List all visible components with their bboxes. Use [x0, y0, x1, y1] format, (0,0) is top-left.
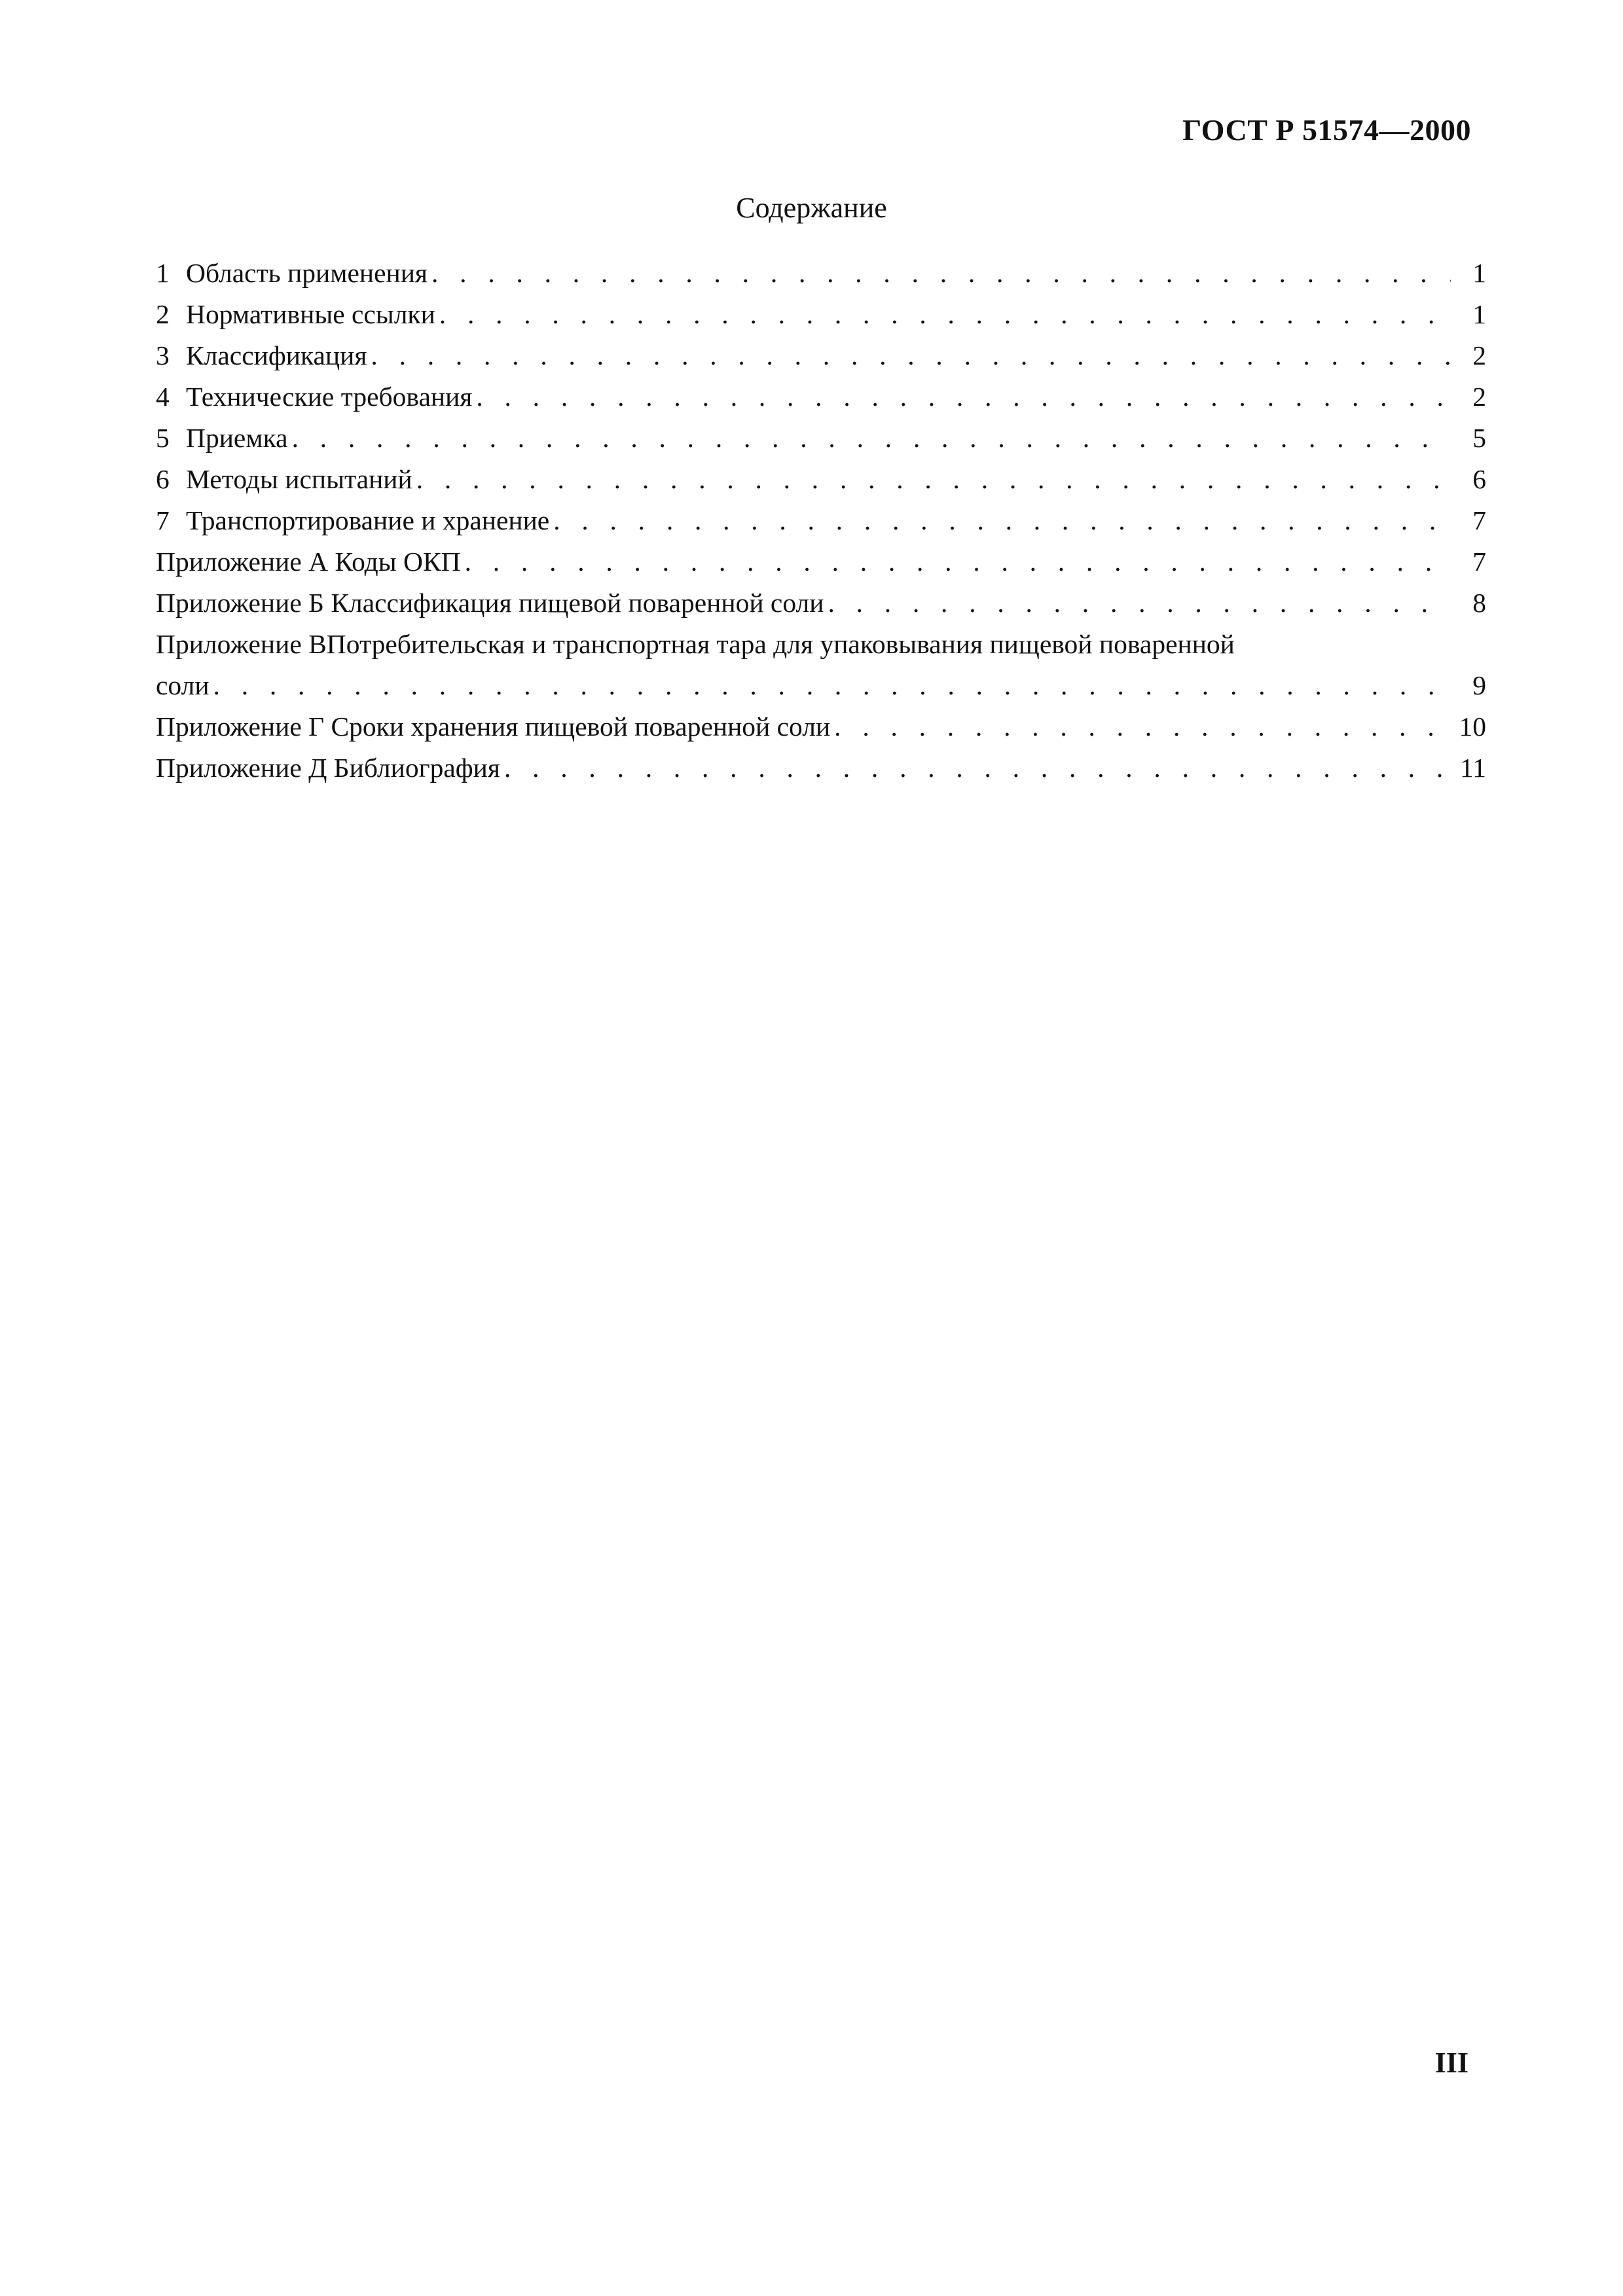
toc-leader-dots: [416, 459, 1451, 500]
toc-entry-1[interactable]: [156, 253, 1486, 294]
toc-entry-appendix-v-continued[interactable]: [156, 665, 1486, 706]
toc-leader-dots: [828, 583, 1451, 624]
toc-entry-page: 10: [1459, 711, 1486, 742]
toc-title: Содержание: [736, 192, 887, 224]
toc-entry-appendix-g[interactable]: [156, 706, 1486, 747]
toc-entry-appendix-b[interactable]: [156, 583, 1486, 624]
toc-entry-label: Приложение ВПотребительская и транспортная тара для упаковывания пищевой поваренной: [156, 629, 1235, 659]
toc-entry-page: 7: [1472, 505, 1486, 535]
toc-entry-label: Приложение Г Сроки хранения пищевой поваренной соли: [156, 711, 831, 742]
table-of-contents: [156, 253, 1486, 789]
toc-leader-dots: [292, 418, 1451, 459]
toc-entry-label: Область применения: [186, 258, 428, 288]
toc-entry-label: Приложение Д Библиография: [156, 753, 500, 783]
toc-entry-page: 8: [1472, 588, 1486, 618]
toc-entry-2[interactable]: [156, 294, 1486, 335]
toc-entry-label: Транспортирование и хранение: [186, 505, 550, 535]
toc-entry-6[interactable]: [156, 459, 1486, 500]
toc-entry-appendix-d[interactable]: [156, 747, 1486, 789]
toc-entry-page: 5: [1472, 423, 1486, 453]
toc-leader-dots: [213, 665, 1451, 706]
toc-leader-dots: [553, 500, 1451, 541]
toc-leader-dots: [476, 376, 1451, 418]
toc-entry-page: 1: [1472, 299, 1486, 329]
toc-entry-label: Нормативные ссылки: [186, 299, 435, 329]
toc-entry-page: 2: [1472, 382, 1486, 412]
toc-entry-appendix-v[interactable]: [156, 624, 1486, 665]
toc-leader-dots: [431, 253, 1451, 294]
toc-entry-7[interactable]: [156, 500, 1486, 541]
document-header: ГОСТ Р 51574—2000: [1182, 113, 1471, 147]
toc-entry-page: 6: [1472, 464, 1486, 494]
toc-entry-number: 7: [156, 505, 170, 535]
toc-entry-label-continued: соли: [156, 670, 210, 700]
toc-entry-appendix-a[interactable]: [156, 541, 1486, 583]
toc-leader-dots: [371, 335, 1451, 376]
toc-entry-page: 9: [1472, 670, 1486, 700]
toc-entry-label: Классификация: [186, 340, 367, 370]
toc-entry-number: 5: [156, 423, 170, 453]
toc-entry-number: 1: [156, 258, 170, 288]
toc-entry-label: Приложение Б Классификация пищевой поваренной соли: [156, 588, 824, 618]
toc-entry-label: Приложение А Коды ОКП: [156, 547, 461, 577]
toc-leader-dots: [439, 294, 1451, 335]
toc-entry-4[interactable]: [156, 376, 1486, 418]
toc-entry-label: Методы испытаний: [186, 464, 412, 494]
toc-entry-number: 2: [156, 299, 170, 329]
toc-entry-number: 4: [156, 382, 170, 412]
toc-entry-number: 6: [156, 464, 170, 494]
toc-leader-dots: [465, 541, 1451, 583]
toc-entry-label: Технические требования: [186, 382, 473, 412]
toc-entry-number: 3: [156, 340, 170, 370]
page-number: III: [1434, 2047, 1468, 2079]
toc-entry-label: Приемка: [186, 423, 288, 453]
toc-entry-page: 1: [1472, 258, 1486, 288]
toc-leader-dots: [504, 747, 1451, 789]
toc-entry-5[interactable]: [156, 418, 1486, 459]
toc-entry-page: 2: [1472, 340, 1486, 370]
toc-leader-dots: [834, 706, 1451, 747]
toc-entry-page: 11: [1460, 753, 1486, 783]
toc-entry-page: 7: [1472, 547, 1486, 577]
toc-entry-3[interactable]: [156, 335, 1486, 376]
